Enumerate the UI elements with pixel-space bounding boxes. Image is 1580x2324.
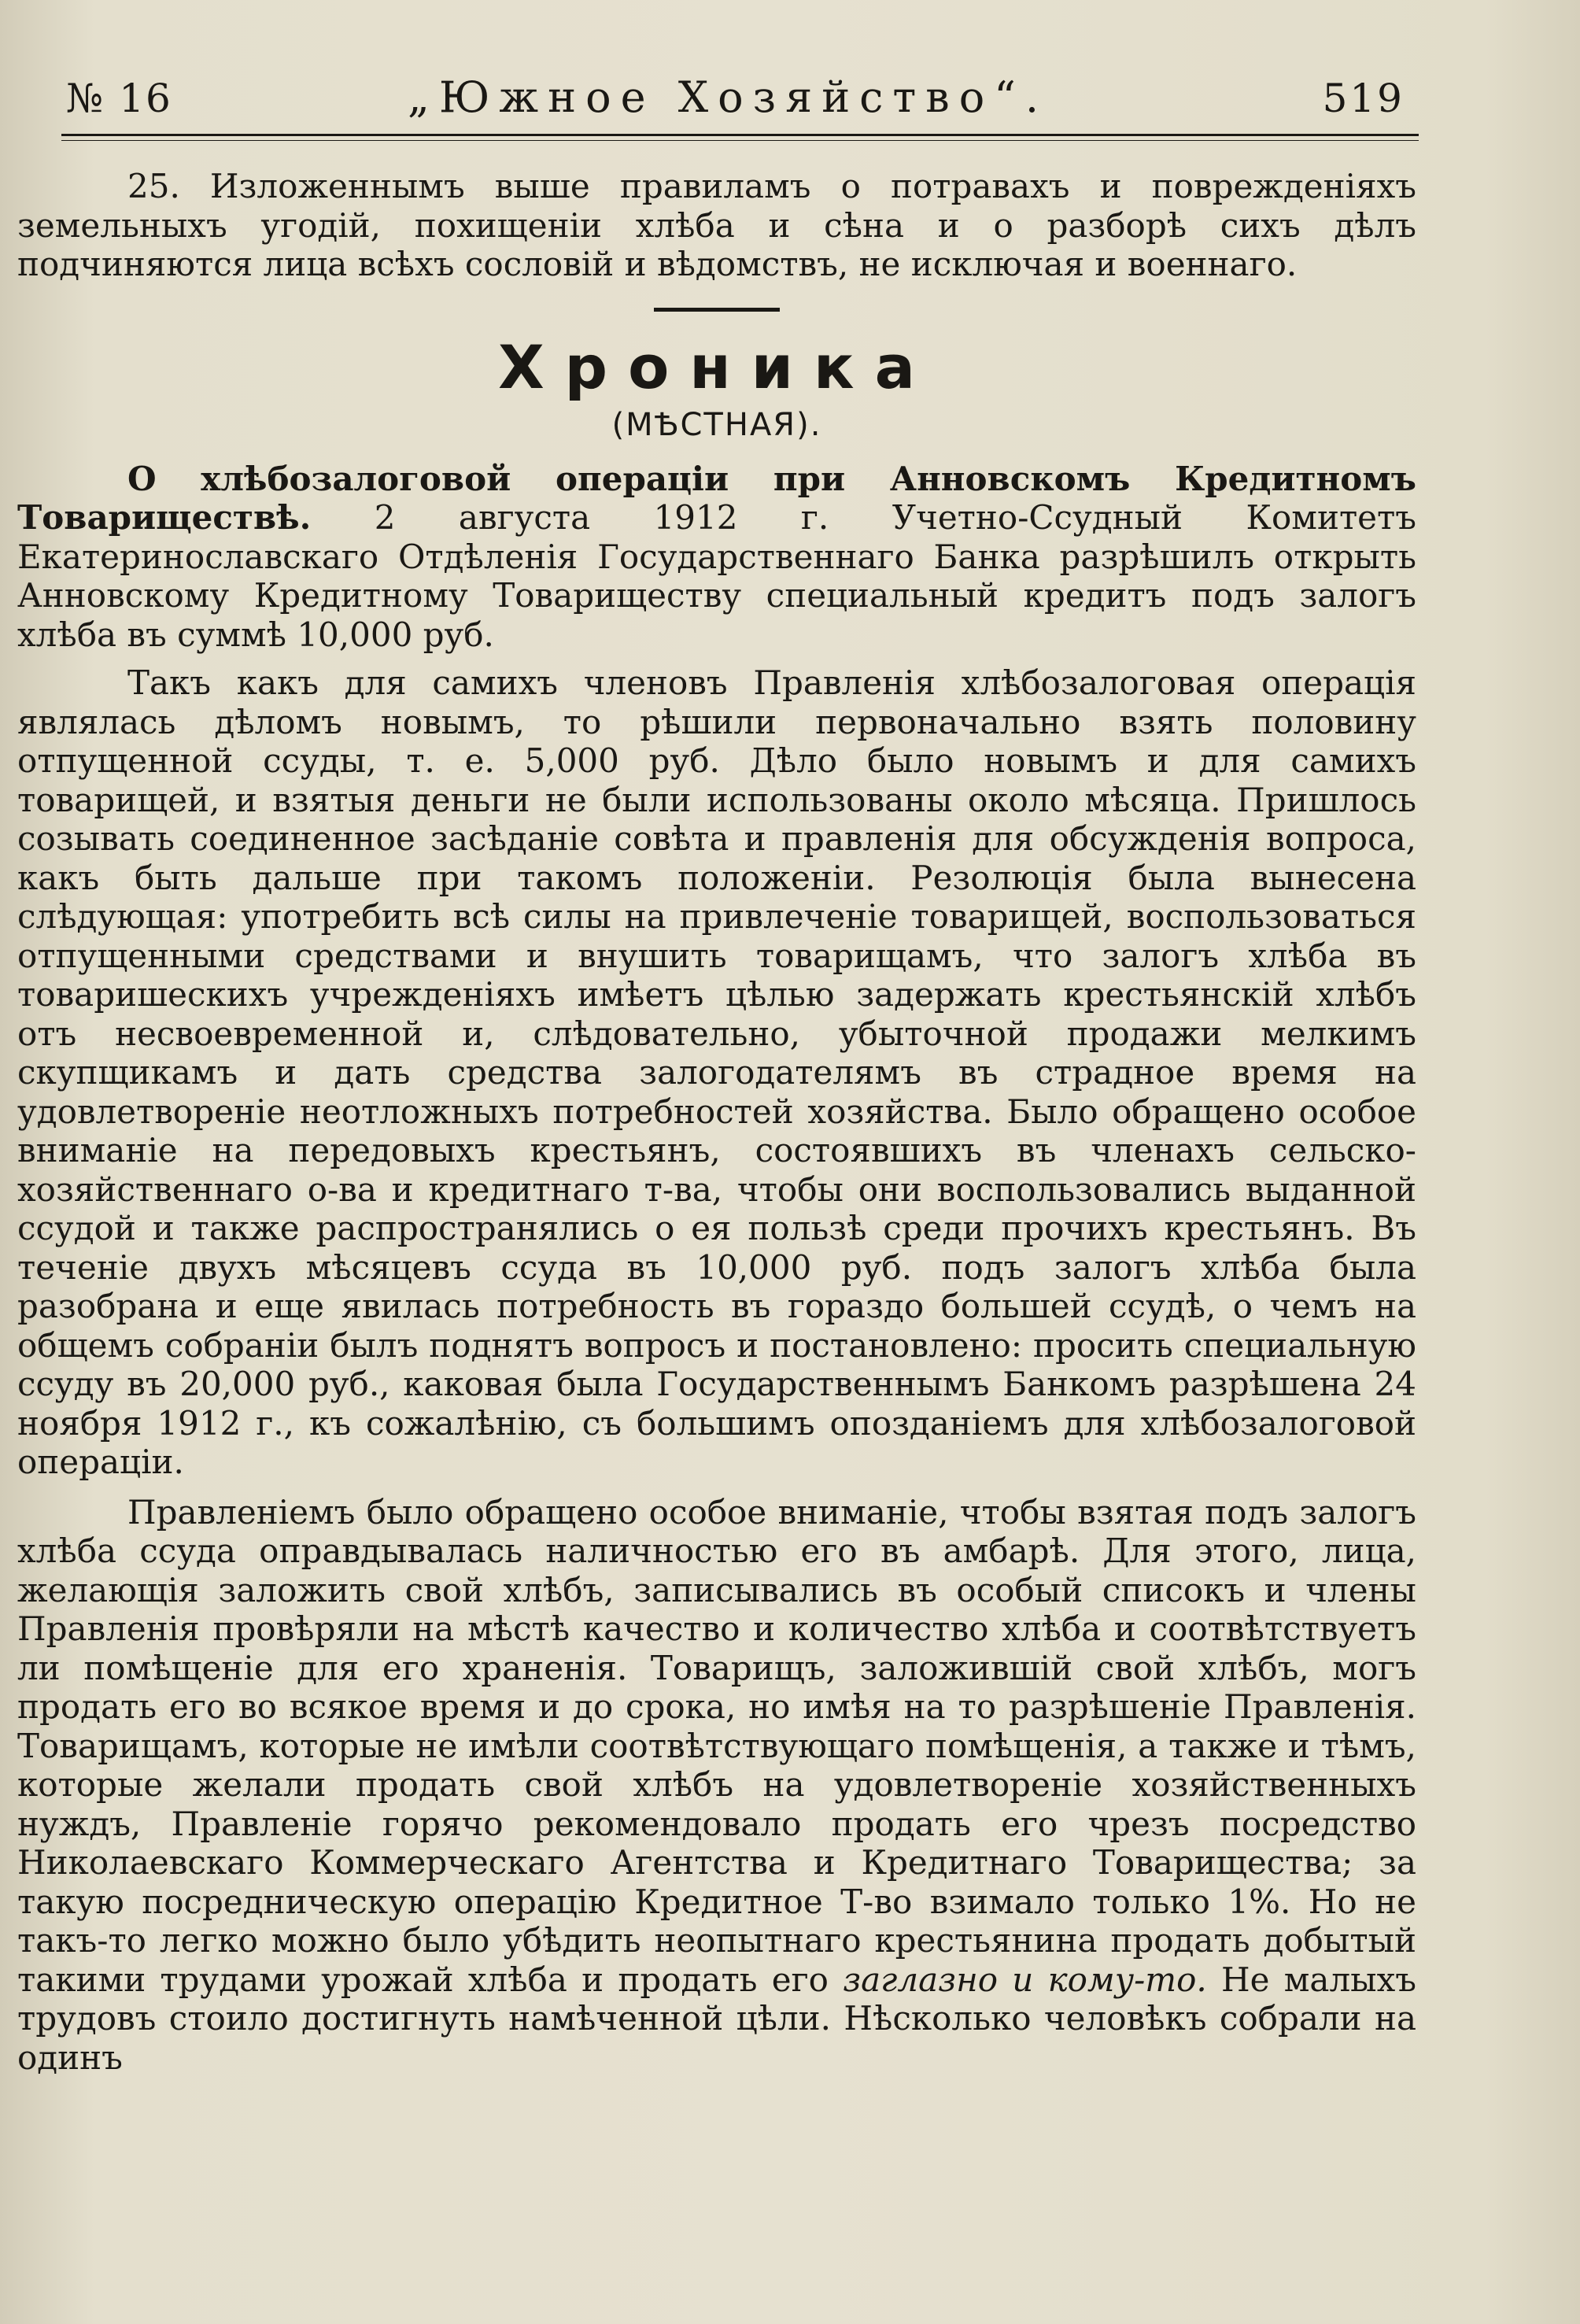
article-lead-paragraph: [17, 460, 1416, 655]
header-rule-thick: [61, 134, 1419, 136]
paragraph-3-text-a: Правленіемъ было обращено особое вниманіе, чтобы взятая подъ залогъ хлѣба ссуда оправдывалась наличностью его въ амбарѣ. Для этого, лица, желающія заложить свой хлѣбъ, записывались въ особый списокъ и члены Правленія провѣряли на мѣстѣ качество и количество хлѣба и соотвѣтствуетъ ли помѣщеніе для его храненія. Товарищъ, заложившій свой хлѣбъ, могъ продать его во всякое время и до срока, но имѣя на то разрѣшеніе Правленія. Товарищамъ, которые не имѣли соотвѣтствующаго помѣщенія, а также и тѣмъ, которые желали продать свой хлѣбъ на удовлетвореніе хозяйственныхъ нуждъ, Правленіе горячо рекомендовало продать его чрезъ посредство Николаевскаго Коммерческаго Агентства и Кредитнаго Товарищества; за такую посредническую операцію Кредитное Т-во взимало только 1%. Но не такъ-то легко можно было убѣдить неопытнаго крестьянина продать добытый такими трудами урожай хлѣба и продать его: [17, 1492, 1416, 1999]
article-lead-text: 2 августа 1912 г. Учетно-Ссудный Комитетъ Екатеринославскаго Отдѣленія Государственнаго Банка разрѣшилъ открыть Анновскому Кредитному Товариществу специальный кредитъ подъ залогъ хлѣба въ суммѣ 10,000 руб.: [17, 498, 1416, 654]
section-subtitle: (МѢСТНАЯ).: [611, 406, 822, 443]
article-paragraph-2: Такъ какъ для самихъ членовъ Правленія хлѣбозалоговая операція являлась дѣломъ новымъ, то рѣшили первоначально взять половину отпущенной ссуды, т. е. 5,000 руб. Дѣло было новымъ и для самихъ товарищей, и взятыя деньги не были использованы около мѣсяца. Пришлось созывать соединенное засѣданіе совѣта и правленія для обсужденія вопроса, какъ быть дальше при такомъ положеніи. Резолюція была вынесена слѣдующая: употребить всѣ силы на привлеченіе товарищей, воспользоваться отпущенными средствами и внушить товарищамъ, что залогъ хлѣба въ товаришескихъ учрежденiяхъ имѣетъ цѣлью задержать крестьянскій хлѣбъ отъ несвоевременной и, слѣдовательно, убыточной продажи мелкимъ скупщикамъ и дать средства залогодателямъ въ страдное время на удовлетвореніе неотложныхъ потребностей хозяйства. Было обращено особое вниманіе на передовыхъ крестьянъ, состоявшихъ въ членахъ сельско-хозяйственнаго о-ва и кредитнаго т-ва, чтобы они воспользовались выданной ссудой и также распространялись о ея пользѣ среди прочихъ крестьянъ. Въ теченіе двухъ мѣсяцевъ ссуда въ 10,000 руб. подъ залогъ хлѣба была разобрана и еще явилась потребность въ гораздо большей ссудѣ, о чемъ на общемъ собраніи былъ поднятъ вопросъ и постановлено: просить специальную ссуду въ 20,000 руб., каковая была Государственнымъ Банкомъ разрѣшена 24 ноября 1912 г., къ сожалѣнію, съ большимъ опозданіемъ для хлѣбозалоговой операціи.: [17, 663, 1416, 1481]
intro-paragraph: 25. Изложеннымъ выше правиламъ о потравахъ и поврежденiяхъ земельныхъ угодій, похищенiи хлѣба и сѣна и о разборѣ сихъ дѣлъ подчиняются лица всѣхъ сословій и вѣдомствъ, не исключая и военнаго.: [17, 167, 1416, 283]
paragraph-3-italic: заглазно и кому-то.: [843, 1960, 1207, 1999]
header-rule-thin: [61, 140, 1419, 141]
section-divider: [654, 308, 780, 312]
page-body: [17, 167, 1416, 2077]
page-number: 519: [1322, 76, 1405, 121]
article-heading: О хлѣбозалоговой операцiи при Анновскомъ Кредитномъ Товариществѣ.: [17, 459, 1416, 537]
page-header: [61, 72, 1419, 135]
section-title: Хроника: [498, 331, 936, 402]
paragraph-3-text-b: Не малыхъ трудовъ стоило достигнуть намѣченной цѣли. Нѣсколько человѣкъ собрали на одинъ: [17, 1960, 1416, 2077]
article-paragraph-3: [17, 1493, 1416, 2078]
issue-number: № 16: [66, 76, 172, 121]
journal-title: „Южное Хозяйство“.: [408, 72, 1048, 122]
